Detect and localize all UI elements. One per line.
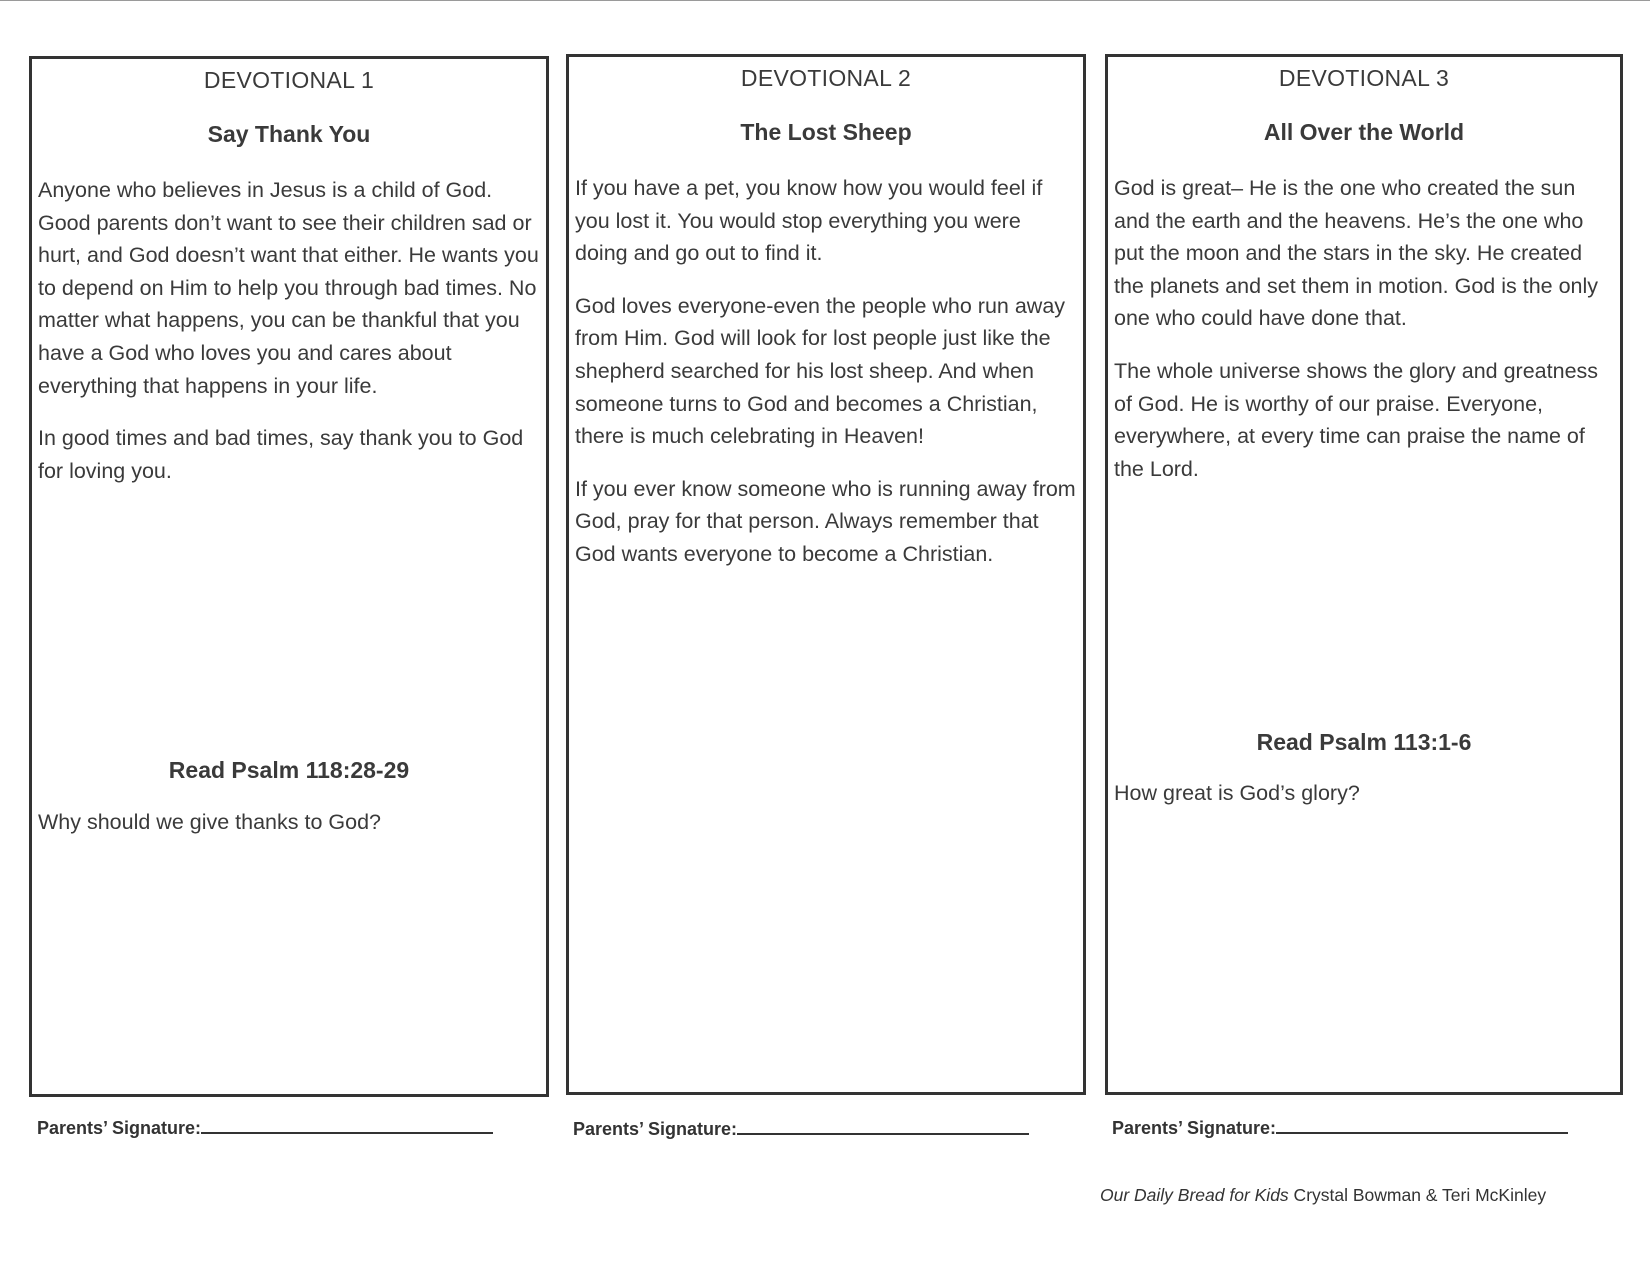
signature-line[interactable]: [201, 1115, 493, 1134]
body-paragraph: God is great– He is the one who created the sun and the earth and the heavens. He’s the one who put the moon and the stars in the sky. He created the planets and set them in motion. God is the only one who could have done that.: [1114, 176, 1599, 331]
devotional-body: [38, 174, 540, 507]
body-paragraph: Anyone who believes in Jesus is a child of God. Good parents don’t want to see their children sad or hurt, and God doesn’t want that either. He wants you to depend on Him to help you through bad times. No matter what happens, you can be thankful that you have a God who loves you and cares about everything that happens in your life.: [38, 178, 539, 398]
body-paragraph: In good times and bad times, say thank you to God for loving you.: [38, 426, 524, 483]
top-border-line: [0, 0, 1650, 1]
body-paragraph: If you have a pet, you know how you would feel if you lost it. You would stop everything you were doing and go out to find it.: [575, 176, 1043, 266]
devotional-title: Say Thank You: [207, 121, 371, 147]
signature-label: Parents’ Signature:: [573, 1119, 738, 1139]
devotional-label: DEVOTIONAL 2: [740, 65, 912, 91]
signature-line[interactable]: [1276, 1115, 1568, 1134]
parents-signature-3: [1112, 1115, 1568, 1139]
reflection-question: How great is God’s glory?: [1114, 781, 1360, 805]
book-title: Our Daily Bread for Kids: [1100, 1185, 1289, 1205]
body-paragraph: The whole universe shows the glory and greatness of God. He is worthy of our praise. Everyone, everywhere, at every time can praise the name of the Lord.: [1114, 358, 1599, 481]
reflection-question: Why should we give thanks to God?: [38, 810, 381, 834]
signature-label: Parents’ Signature:: [37, 1118, 202, 1138]
devotional-card-2: [566, 54, 1086, 1095]
devotional-card-1: [29, 56, 549, 1097]
devotional-title: The Lost Sheep: [740, 119, 912, 145]
devotional-label: DEVOTIONAL 1: [203, 67, 375, 93]
devotional-body: [575, 172, 1077, 591]
parents-signature-2: [573, 1116, 1029, 1140]
signature-label: Parents’ Signature:: [1112, 1118, 1277, 1138]
scripture-reference: Read Psalm 113:1-6: [1256, 729, 1472, 755]
body-paragraph: If you ever know someone who is running away from God, pray for that person. Always remember that God wants everyone to become a Christian.: [575, 476, 1076, 566]
devotional-title: All Over the World: [1263, 119, 1465, 145]
parents-signature-1: [37, 1115, 493, 1139]
book-authors: Crystal Bowman & Teri McKinley: [1288, 1185, 1547, 1205]
body-paragraph: God loves everyone-even the people who run away from Him. God will look for lost people just like the shepherd searched for his lost sheep. And when someone turns to God and becomes a Christian, there is much celebrating in Heaven!: [575, 293, 1066, 449]
devotional-label: DEVOTIONAL 3: [1278, 65, 1450, 91]
signature-line[interactable]: [737, 1116, 1029, 1135]
devotional-card-3: [1105, 54, 1623, 1095]
scripture-reference: Read Psalm 118:28-29: [168, 757, 410, 783]
source-credit: [1100, 1185, 1546, 1206]
devotional-body: [1114, 172, 1614, 505]
